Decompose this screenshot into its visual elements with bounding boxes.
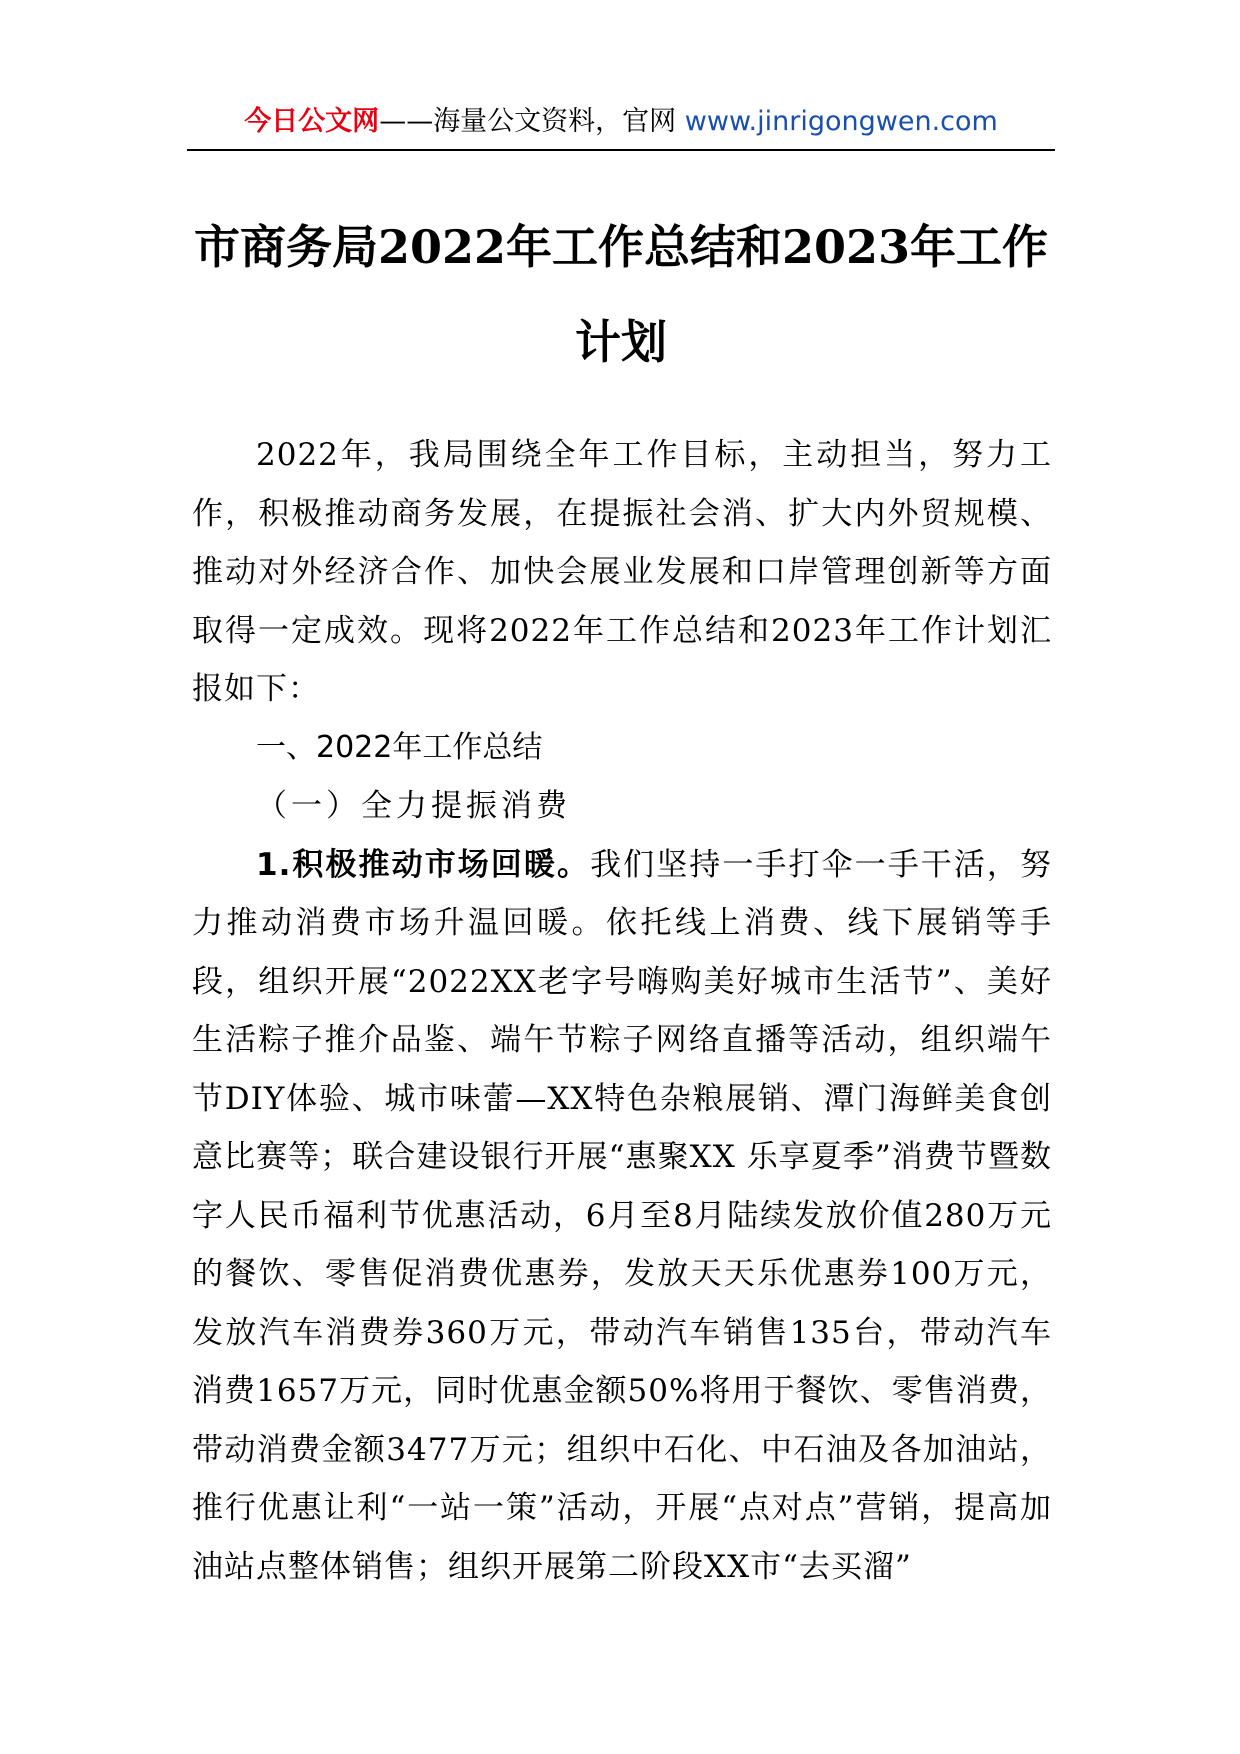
brand-name: 今日公文网: [244, 106, 380, 137]
header-slogan: ——海量公文资料，官网: [379, 106, 685, 137]
document-title: 市商务局2022年工作总结和2023年工作计划: [193, 220, 1049, 369]
section-heading: 一、2022年工作总结: [256, 729, 543, 765]
page-header: [187, 102, 1055, 142]
subsection-heading: （一）全力提振消费: [256, 788, 571, 824]
item-text: 我们坚持一手打伞一手干活，努力推动消费市场升温回暖。依托线上消费、线下展销等手段，组织开展“2022XX老字号嗨购美好城市生活节”、美好生活粽子推介品鉴、端午节粽子网络直播等活动，组织端午节DIY体验、城市味蕾—XX特色杂粮展销、潭门海鲜美食创意比赛等；联合建设银行开展“惠聚XX 乐享夏季”消费节暨数字人民币福利节优惠活动，6月至8月陆续发放价值280万元的餐饮、零售促消费优惠券，发放天天乐优惠券100万元，发放汽车消费券360万元，带动汽车销售135台，带动汽车消费1657万元，同时优惠金额50%将用于餐饮、零售消费，带动消费金额3477万元；组织中石化、中石油及各加油站，推行优惠让利“一站一策”活动，开展“点对点”营销，提高加油站点整体销售；组织开展第二阶段XX市“去买溜”: [192, 846, 1052, 1585]
item-lead: 1.积极推动市场回暖。: [256, 846, 591, 883]
item-paragraph: [192, 836, 1052, 1597]
header-divider: [187, 149, 1055, 151]
intro-paragraph: 2022年，我局围绕全年工作目标，主动担当，努力工作，积极推动商务发展，在提振社会消、扩大内外贸规模、推动对外经济合作、加快会展业发展和口岸管理创新等方面取得一定成效。现将2022年工作总结和2023年工作计划汇报如下：: [192, 437, 1052, 707]
website-link[interactable]: www.jinrigongwen.com: [684, 106, 998, 137]
document-body: [192, 426, 1052, 1596]
